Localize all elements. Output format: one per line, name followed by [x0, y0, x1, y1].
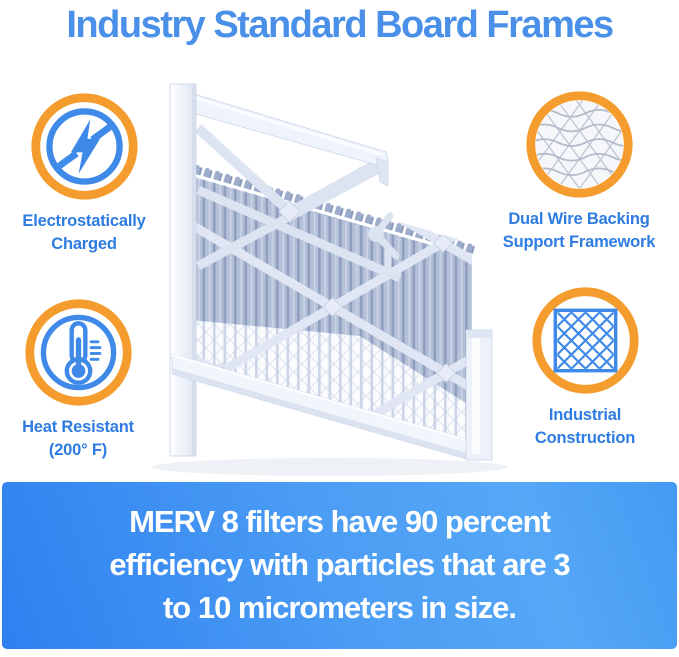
feature-label-line: Electrostatically	[22, 212, 146, 230]
feature-label	[0, 416, 156, 462]
page-title: Industry Standard Board Frames	[66, 4, 613, 46]
feature-label-line: Dual Wire Backing	[508, 210, 650, 228]
feature-label-line: (200° F)	[48, 441, 108, 459]
feature-label	[502, 404, 668, 450]
feature-label-line: Charged	[51, 235, 117, 253]
banner-text-line: efficiency with particles that are 3	[109, 547, 570, 582]
thermometer-icon	[22, 296, 135, 409]
feature-label	[494, 208, 664, 254]
feature-heat-resistant	[0, 296, 156, 462]
feature-label-line: Heat Resistant	[22, 418, 134, 436]
feature-dual-wire-backing	[494, 88, 664, 254]
banner-text-line: to 10 micrometers in size.	[162, 590, 517, 625]
banner-text-line: MERV 8 filters have 90 percent	[129, 504, 550, 539]
feature-electrostatically-charged	[8, 90, 160, 256]
feature-label	[8, 210, 160, 256]
feature-label-line: Industrial	[548, 406, 622, 424]
lattice-grid-icon	[529, 284, 642, 397]
merv-info-banner	[2, 482, 677, 649]
wire-mesh-icon	[523, 88, 636, 201]
lightning-bolt-icon	[28, 90, 141, 203]
feature-label-line: Support Framework	[502, 233, 656, 251]
air-filter-illustration	[150, 68, 510, 480]
feature-industrial-construction	[502, 284, 668, 450]
feature-label-line: Construction	[534, 429, 636, 447]
